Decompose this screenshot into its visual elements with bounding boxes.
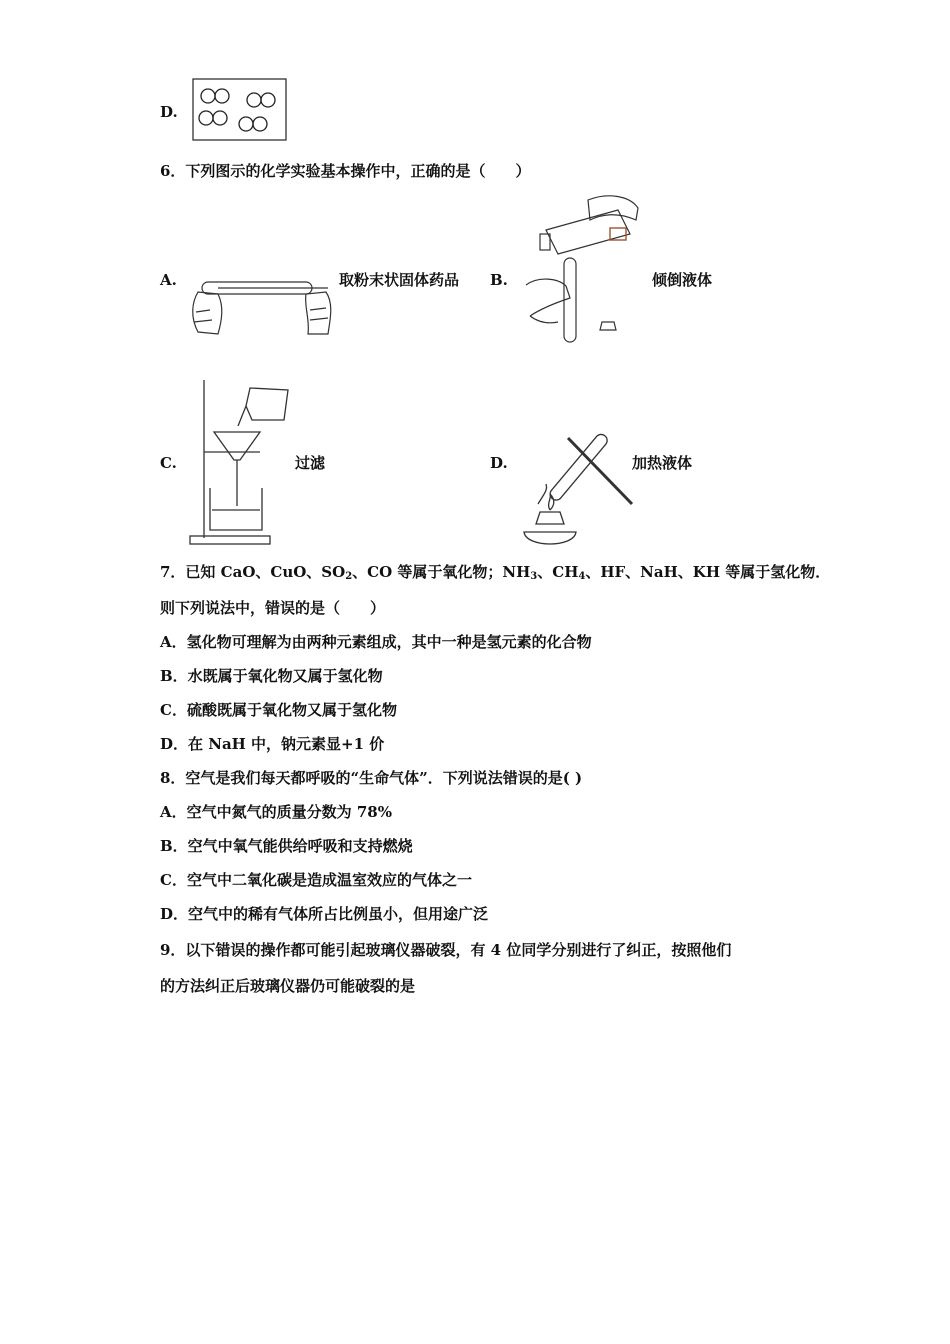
q8-option-d: D．空气中的稀有气体所占比例虽小，但用途广泛 — [160, 905, 489, 923]
q8-option-c: C．空气中二氧化碳是造成温室效应的气体之一 — [160, 871, 472, 889]
powder-test-tube-figure — [188, 262, 338, 342]
q6-stem: 6．下列图示的化学实验基本操作中，正确的是（ ） — [160, 162, 531, 180]
pouring-liquid-figure — [518, 190, 648, 345]
q9-stem-line1: 9．以下错误的操作都可能引起玻璃仪器破裂，有 4 位同学分别进行了纠正，按照他们 — [160, 941, 732, 959]
q7-stem-line2: 则下列说法中，错误的是（ ） — [160, 599, 386, 617]
q7-stem-line1: 7．已知 CaO、CuO、$SO_2$、CO 等属于氧化物；$NH_3$、$CH_4$、HF、NaH、KH 等属于氢化物． — [160, 563, 831, 582]
q6-option-d-label: D. — [490, 454, 508, 472]
q8-option-b: B．空气中氧气能供给呼吸和支持燃烧 — [160, 837, 413, 855]
q5-molecule-diagram — [192, 78, 288, 142]
q8-stem: 8．空气是我们每天都呼吸的“生命气体”．下列说法错误的是( ) — [160, 769, 583, 787]
q5-option-d-label: D. — [160, 103, 178, 121]
q6-option-a-caption: 取粉末状固体药品 — [339, 271, 460, 289]
q6-option-a-label: A. — [160, 271, 177, 289]
q6-option-c-label: C. — [160, 454, 177, 472]
q8-option-a: A．空气中氮气的质量分数为 78% — [160, 803, 392, 821]
filtration-figure — [188, 376, 300, 548]
q6-option-b-label: B. — [490, 271, 508, 289]
q7-option-b: B．水既属于氧化物又属于氢化物 — [160, 667, 383, 685]
q7-option-c: C．硫酸既属于氧化物又属于氢化物 — [160, 701, 397, 719]
q9-stem-line2: 的方法纠正后玻璃仪器仍可能破裂的是 — [160, 977, 416, 995]
q7-option-a: A．氢化物可理解为由两种元素组成，其中一种是氢元素的化合物 — [160, 633, 592, 651]
q6-option-c-caption: 过滤 — [295, 454, 326, 472]
q6-option-b-caption: 倾倒液体 — [652, 271, 713, 289]
heating-liquid-figure — [518, 428, 638, 550]
q7-option-d: D．在 NaH 中，钠元素显+1 价 — [160, 735, 385, 753]
q6-option-d-caption: 加热液体 — [632, 454, 693, 472]
